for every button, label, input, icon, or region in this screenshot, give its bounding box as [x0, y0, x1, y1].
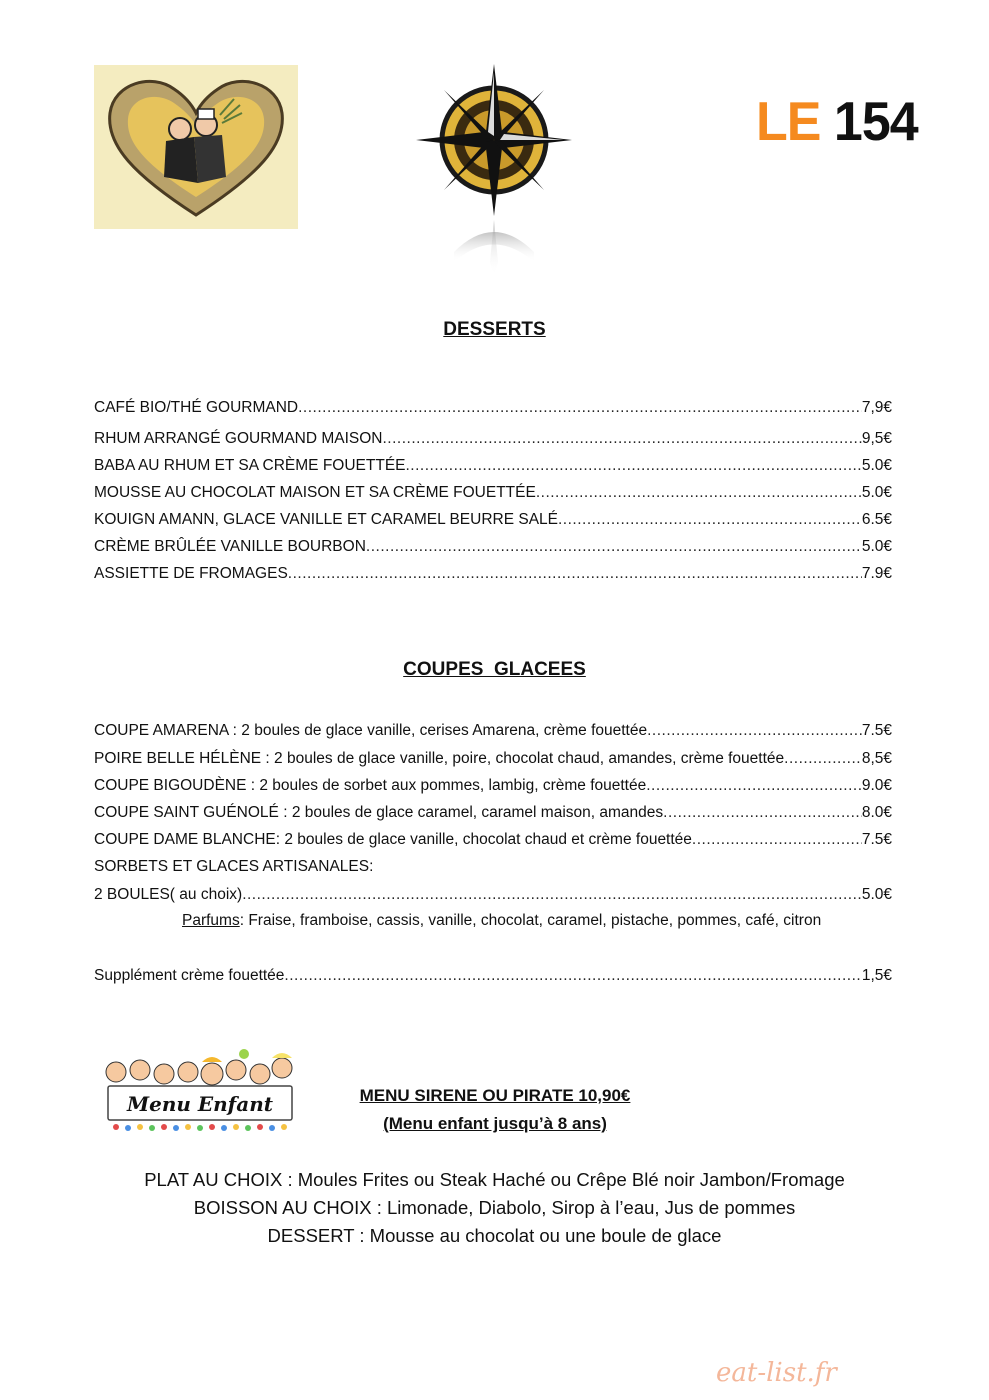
- kids-boisson-line: BOISSON AU CHOIX : Limonade, Diabolo, Sirop à l’eau, Jus de pommes: [193, 1197, 796, 1218]
- kids-menu-subtitle: (Menu enfant jusqu’à 8 ans): [383, 1114, 607, 1133]
- heart-couple-icon: [94, 65, 298, 229]
- item-price: 1,5€: [861, 967, 892, 984]
- item-name: CRÈME BRÛLÉE VANILLE BOURBON: [94, 538, 366, 555]
- kids-plat-line: PLAT AU CHOIX : Moules Frites ou Steak Haché ou Crêpe Blé noir Jambon/Fromage: [144, 1169, 845, 1190]
- parfums-line: [182, 912, 821, 930]
- menu-item: [94, 829, 892, 849]
- item-name: POIRE BELLE HÉLÈNE : 2 boules de glace vanille, poire, chocolat chaud, amandes, crème fouettée: [94, 750, 785, 767]
- item-name: 2 BOULES( au choix): [94, 886, 243, 903]
- item-price: 5.0€: [861, 457, 892, 474]
- menu-item: [94, 748, 892, 768]
- item-price: 5.0€: [861, 538, 892, 555]
- item-name: COUPE BIGOUDÈNE : 2 boules de sorbet aux pommes, lambig, crème fouettée: [94, 777, 647, 794]
- dot-leader: [298, 399, 862, 417]
- menu-item: [94, 509, 892, 529]
- item-name: CAFÉ BIO/THÉ GOURMAND: [94, 399, 299, 416]
- parfums-label: Parfums: [182, 912, 240, 929]
- brand-number: 154: [833, 91, 918, 153]
- item-price: 7,9€: [861, 399, 892, 416]
- kids-faces-icon: [98, 1048, 296, 1134]
- item-name: COUPE SAINT GUÉNOLÉ : 2 boules de glace caramel, caramel maison, amandes: [94, 804, 664, 821]
- parfums-list: : Fraise, framboise, cassis, vanille, chocolat, caramel, pistache, pommes, café, citron: [239, 912, 822, 929]
- menu-item: [94, 455, 892, 475]
- item-name: ASSIETTE DE FROMAGES: [94, 565, 288, 582]
- menu-enfant-logo: [98, 1048, 296, 1134]
- item-name: MOUSSE AU CHOCOLAT MAISON ET SA CRÈME FOUETTÉE: [94, 484, 536, 501]
- dot-leader: [692, 831, 862, 849]
- item-name: RHUM ARRANGÉ GOURMAND MAISON: [94, 430, 383, 447]
- menu-item: [94, 428, 892, 448]
- dot-leader: [663, 804, 862, 822]
- brand-le: LE: [756, 91, 821, 153]
- item-price: 7.5€: [861, 831, 892, 848]
- kids-dessert-line: DESSERT : Mousse au chocolat ou une boule de glace: [267, 1225, 722, 1246]
- item-name: BABA AU RHUM ET SA CRÈME FOUETTÉE: [94, 457, 406, 474]
- dot-leader: [284, 967, 861, 985]
- dot-leader: [288, 565, 862, 583]
- menu-enfant-logo-text: Menu Enfant: [126, 1092, 274, 1116]
- dot-leader: [536, 484, 862, 502]
- menu-item: [94, 965, 892, 985]
- item-price: 8,5€: [861, 750, 892, 767]
- compass-rose-logo: [414, 62, 574, 282]
- dot-leader: [366, 538, 862, 556]
- menu-item: [94, 536, 892, 556]
- compass-icon: [414, 62, 574, 282]
- menu-item: [94, 397, 892, 417]
- dot-leader: [647, 722, 862, 740]
- menu-item: [94, 482, 892, 502]
- brand-logo: [756, 91, 918, 153]
- item-name: COUPE DAME BLANCHE: 2 boules de glace vanille, chocolat chaud et crème fouettée: [94, 831, 692, 848]
- dot-leader: [646, 777, 862, 795]
- item-price: 9.0€: [861, 777, 892, 794]
- coupes-title: COUPES GLACEES: [403, 659, 586, 680]
- watermark: eat-list.fr: [716, 1358, 837, 1388]
- item-price: 8.0€: [861, 804, 892, 821]
- restaurant-heart-logo: [94, 65, 298, 229]
- item-price: 9,5€: [861, 430, 892, 447]
- item-name: KOUIGN AMANN, GLACE VANILLE ET CARAMEL BEURRE SALÉ: [94, 511, 558, 528]
- menu-item: [94, 775, 892, 795]
- kids-menu-title: MENU SIRENE OU PIRATE 10,90€: [359, 1086, 631, 1105]
- desserts-title: DESSERTS: [443, 319, 546, 340]
- menu-item: [94, 720, 892, 740]
- dot-leader: [558, 511, 862, 529]
- item-name: Supplément crème fouettée: [94, 967, 285, 984]
- item-price: 5.0€: [861, 886, 892, 903]
- item-price: 7.5€: [861, 722, 892, 739]
- item-price: 5.0€: [861, 484, 892, 501]
- menu-item: [94, 884, 892, 904]
- item-name: COUPE AMARENA : 2 boules de glace vanille, cerises Amarena, crème fouettée: [94, 722, 648, 739]
- menu-item: [94, 802, 892, 822]
- dot-leader: [406, 457, 862, 475]
- item-price: 7.9€: [861, 565, 892, 582]
- dot-leader: [784, 750, 862, 768]
- menu-item: [94, 563, 892, 583]
- dot-leader: [242, 886, 862, 904]
- dot-leader: [383, 430, 862, 448]
- sorbets-heading: SORBETS ET GLACES ARTISANALES:: [94, 858, 374, 875]
- item-price: 6.5€: [861, 511, 892, 528]
